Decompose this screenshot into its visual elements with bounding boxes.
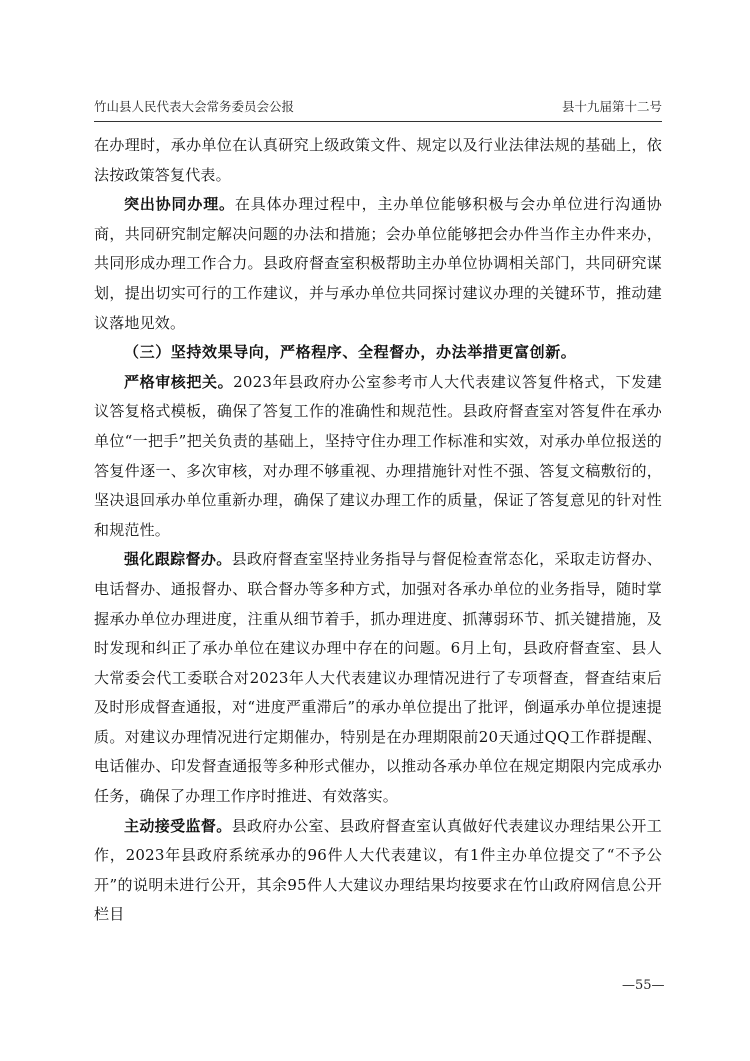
paragraph-text: 县政府办公室、县政府督查室认真做好代表建议办理结果公开工作，2023年县政府系统承办的96件人大代表建议，有1件主办单位提交了“不予公开”的说明未进行公开，其余95件人大建议办理结果均按要求在竹山政府网信息公开栏目 [94,816,662,924]
header-rule [94,121,662,122]
paragraph-continuation [94,131,662,190]
issue-number: 县十九届第十二号 [561,99,662,114]
paragraph-text: 在办理时，承办单位在认真研究上级政策文件、规定以及行业法律法规的基础上，依法按政策答复代表。 [94,136,662,184]
paragraph-text: 2023年县政府办公室参考市人大代表建议答复件格式，下发建议答复格式模板，确保了答复工作的准确性和规范性。县政府督查室对答复件在承办单位“一把手”把关负责的基础上，坚持守住办理工作标准和实效，对承办单位报送的答复件逐一、多次审核，对办理不够重视、办理措施针对性不强、答复文稿敷衍的，坚决退回承办单位重新办理，确保了建议办理工作的质量，保证了答复意见的针对性和规范性。 [94,372,662,539]
paragraph-coordinated-handling [94,190,662,338]
paragraph-lead: 主动接受监督。 [124,816,232,835]
paragraph-lead: 强化跟踪督办。 [124,550,232,569]
paragraph-lead: 突出协同办理。 [124,195,235,214]
paragraph-text: 县政府督查室坚持业务指导与督促检查常态化，采取走访督办、电话督办、通报督办、联合督办等多种方式，加强对各承办单位的业务指导，随时掌握承办单位办理进度，注重从细节着手，抓办理进度、抓薄弱环节、抓关键措施，及时发现和纠正了承办单位在建议办理中存在的问题。6月上旬，县政府督查室、县人大常委会代工委联合对2023年人大代表建议办理情况进行了专项督查，督查结束后及时形成督查通报，对“进度严重滞后”的承办单位提出了批评，倒逼承办单位提速提质。对建议办理情况进行定期催办，特别是在办理期限前20天通过QQ工作群提醒、电话催办、印发督查通报等多种形式催办，以推动各承办单位在规定期限内完成承办任务，确保了办理工作序时推进、有效落实。 [94,550,662,806]
page-number: —55— [622,978,665,993]
section-heading: （三）坚持效果导向，严格程序、全程督办，办法举措更富创新。 [124,343,577,362]
paragraph-tracking-supervision [94,545,662,811]
page-header [94,97,662,117]
bulletin-title: 竹山县人民代表大会常务委员会公报 [94,99,295,114]
document-body [94,131,662,930]
paragraph-lead: 严格审核把关。 [124,372,234,391]
paragraph-accept-supervision [94,812,662,930]
paragraph-strict-review [94,368,662,546]
paragraph-text: 在具体办理过程中，主办单位能够积极与会办单位进行沟通协商，共同研究制定解决问题的办法和措施；会办单位能够把会办件当作主办件来办，共同形成办理工作合力。县政府督查室积极帮助主办单位协调相关部门，共同研究谋划，提出切实可行的工作建议，并与承办单位共同探讨建议办理的关键环节，推动建议落地见效。 [94,195,663,332]
